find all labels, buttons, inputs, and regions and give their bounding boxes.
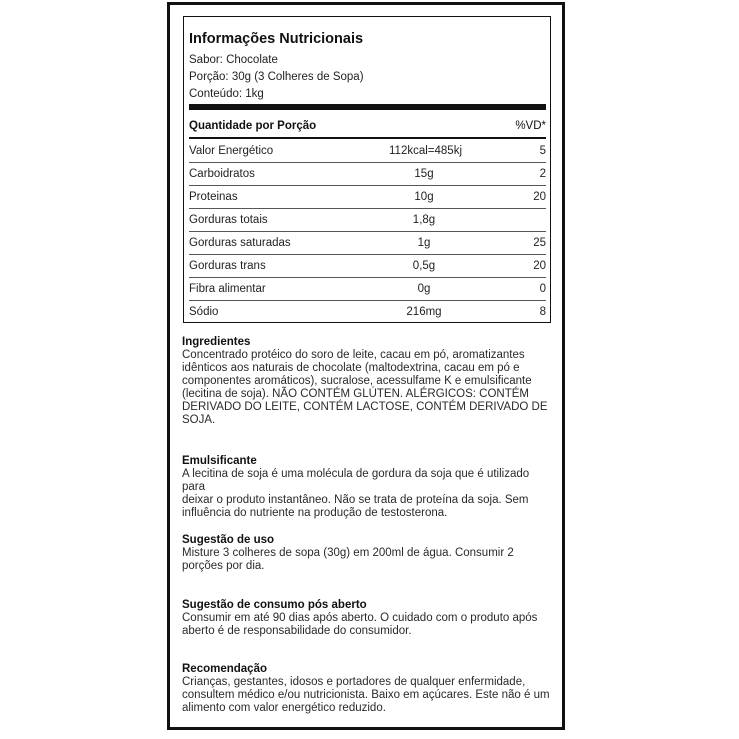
text-line: componentes aromáticos), sucralose, acessulfame K e emulsificante	[182, 375, 532, 387]
nutrient-daily-value: 5	[539, 145, 546, 157]
recommendation-title: Recomendação	[182, 663, 268, 675]
table-row	[189, 232, 546, 255]
nutrient-daily-value: 8	[539, 306, 546, 318]
nutrient-quantity: 0g	[417, 283, 431, 295]
text-line: (lecitina de soja). NÃO CONTÉM GLÚTEN. ALÉRGICOS: CONTÉM	[182, 388, 529, 400]
text-line: SOJA.	[182, 414, 216, 426]
nutrient-name: Gorduras totais	[189, 214, 268, 226]
content-text: Conteúdo: 1kg	[189, 88, 264, 100]
nutrient-daily-value: 25	[533, 237, 546, 249]
nutrient-quantity: 10g	[414, 191, 434, 203]
text-line: A lecitina de soja é uma molécula de gordura da soja que é utilizado para	[182, 468, 530, 493]
table-row	[189, 140, 546, 163]
text-line: Misture 3 colheres de sopa (30g) em 200ml de água. Consumir 2	[182, 547, 514, 559]
text-line: Concentrado protéico do soro de leite, cacau em pó, aromatizantes	[182, 349, 525, 361]
recommendation-section	[182, 663, 554, 715]
nutrient-daily-value: 0	[539, 283, 546, 295]
text-line: idênticos aos naturais de chocolate (maltodextrina, cacau em pó e	[182, 362, 520, 374]
nutrient-name: Gorduras trans	[189, 260, 266, 272]
ingredients-section	[182, 336, 554, 427]
text-line: deixar o produto instantâneo. Não se trata de proteína da soja. Sem	[182, 494, 529, 506]
table-row	[189, 255, 546, 278]
emulsifier-section	[182, 455, 554, 520]
header-quantity-per-portion: Quantidade por Porção	[189, 120, 317, 132]
nutrient-daily-value: 20	[533, 191, 546, 203]
nutrient-name: Gorduras saturadas	[189, 237, 291, 249]
text-line: aberto é de responsabilidade do consumidor.	[182, 625, 412, 637]
usage-title: Sugestão de uso	[182, 534, 275, 546]
nutrient-name: Fibra alimentar	[189, 283, 266, 295]
nutrient-quantity: 216mg	[406, 306, 442, 318]
nutrition-facts-label	[183, 16, 551, 323]
ingredients-text	[182, 349, 554, 427]
thick-divider	[189, 104, 546, 110]
nutrition-title: Informações Nutricionais	[189, 31, 364, 47]
after-opening-title: Sugestão de consumo pós aberto	[182, 599, 367, 611]
after-opening-section	[182, 599, 554, 638]
nutrient-daily-value: 2	[539, 168, 546, 180]
text-line: DERIVADO DO LEITE, CONTÉM LACTOSE, CONTÉM DERIVADO DE	[182, 401, 548, 413]
nutrient-name: Proteinas	[189, 191, 238, 203]
text-line: porções por dia.	[182, 560, 265, 572]
text-line: Consumir em até 90 dias após aberto. O cuidado com o produto após	[182, 612, 538, 624]
text-line: consultem médico e/ou nutricionista. Baixo em açúcares. Este não é um	[182, 689, 550, 701]
nutrient-name: Valor Energético	[189, 145, 274, 157]
table-row	[189, 186, 546, 209]
text-line: influência do nutriente na produção de testosterona.	[182, 507, 448, 519]
nutrition-table-header	[189, 117, 546, 139]
ingredients-title: Ingredientes	[182, 336, 251, 348]
table-row	[189, 278, 546, 301]
header-daily-value: %VD*	[515, 120, 546, 132]
after-opening-text	[182, 612, 554, 638]
table-row	[189, 209, 546, 232]
product-info-panel	[167, 2, 565, 730]
table-row	[189, 301, 546, 324]
text-line: alimento com valor energético reduzido.	[182, 702, 386, 714]
nutrient-name: Sódio	[189, 306, 219, 318]
nutrient-quantity: 1g	[417, 237, 431, 249]
portion-text: Porção: 30g (3 Colheres de Sopa)	[189, 71, 364, 83]
nutrient-quantity: 15g	[414, 168, 434, 180]
nutrient-quantity: 1,8g	[412, 214, 436, 226]
emulsifier-text	[182, 468, 554, 520]
emulsifier-title: Emulsificante	[182, 455, 257, 467]
flavor-text: Sabor: Chocolate	[189, 54, 278, 66]
nutrient-name: Carboidratos	[189, 168, 255, 180]
text-line: Crianças, gestantes, idosos e portadores de qualquer enfermidade,	[182, 676, 526, 688]
recommendation-text	[182, 676, 554, 715]
usage-text	[182, 547, 554, 573]
nutrient-quantity: 0,5g	[412, 260, 436, 272]
nutrient-daily-value: 20	[533, 260, 546, 272]
usage-section	[182, 534, 554, 573]
nutrient-quantity: 112kcal=485kj	[389, 145, 462, 157]
table-row	[189, 163, 546, 186]
